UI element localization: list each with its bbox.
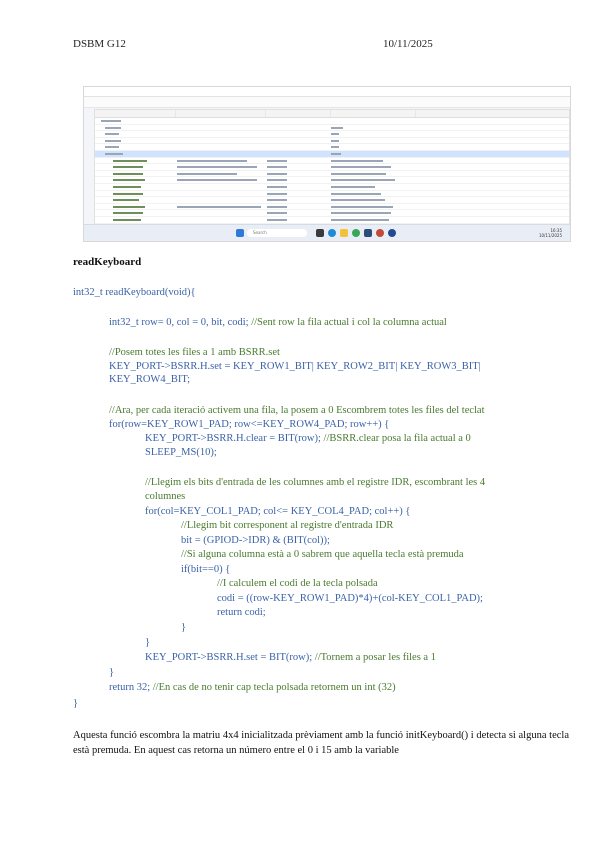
screenshot-toolbar: [84, 97, 571, 108]
screenshot-title-bar: [84, 87, 570, 97]
code-text: int32_t row= 0, col = 0, bit, codi;: [109, 317, 252, 328]
code-line: return codi;: [217, 607, 266, 618]
code-comment: //Llegim els bits d'entrada de les columnes amb el registre IDR, escombrant les 4: [145, 477, 486, 488]
edge-browser-icon: [328, 229, 336, 237]
code-line: }: [181, 622, 187, 633]
code-comment: //I calculem el codi de la tecla polsada: [217, 578, 378, 589]
code-line: int32_t readKeyboard(void){: [73, 287, 196, 298]
embedded-screenshot: [83, 86, 571, 242]
task-view-icon: [316, 229, 324, 237]
body-paragraph: Aquesta funció escombra la matriu 4x4 inicialitzada prèviament amb la funció initKeyboard() i detecta si alguna tecla està premuda. En aquest cas retorna un número entre el 0 i 15 amb la variable: [73, 730, 569, 756]
chrome-icon: [352, 229, 360, 237]
header-left-text: DSBM G12: [73, 38, 126, 50]
code-comment: //Ara, per cada iteració activem una fila, la posem a 0 Escombrem totes les files del teclat: [109, 405, 485, 416]
code-comment: //En cas de no tenir cap tecla polsada retornem un int (32): [152, 682, 396, 693]
app-icon: [376, 229, 384, 237]
app-icon: [364, 229, 372, 237]
section-title: readKeyboard: [73, 256, 142, 268]
clock-date: 10/11/2025: [538, 233, 562, 238]
code-line: }: [109, 667, 115, 678]
code-text: KEY_PORT->BSRR.H.set = BIT(row);: [145, 652, 315, 663]
file-explorer-icon: [340, 229, 348, 237]
code-line: [145, 651, 436, 664]
code-line: [109, 316, 447, 329]
code-comment: //Si alguna columna està a 0 sabrem que aquella tecla està premuda: [181, 549, 464, 560]
code-comment: //Posem totes les files a 1 amb BSRR.set: [109, 347, 280, 358]
code-comment: //Tornem a posar les files a 1: [314, 652, 436, 663]
code-line: }: [73, 698, 79, 709]
windows-start-icon: [236, 229, 244, 237]
code-text: KEY_PORT->BSRR.H.clear = BIT(row);: [145, 433, 324, 444]
screenshot-register-table: [94, 109, 570, 229]
header-date: 10/11/2025: [383, 38, 433, 50]
code-line: if(bit==0) {: [181, 564, 231, 575]
code-comment: //BSRR.clear posa la fila actual a 0: [323, 433, 471, 444]
code-line: SLEEP_MS(10);: [145, 447, 217, 458]
code-text: return 32;: [109, 682, 153, 693]
code-line: for(col=KEY_COL1_PAD; col<= KEY_COL4_PAD; col++) {: [145, 506, 411, 517]
app-icon: [388, 229, 396, 237]
screenshot-taskbar: [84, 224, 570, 241]
taskbar-clock: [539, 228, 562, 238]
code-line: KEY_PORT->BSRR.H.set = KEY_ROW1_BIT| KEY_ROW2_BIT| KEY_ROW3_BIT|: [109, 361, 481, 372]
taskbar-search-box: Search: [247, 229, 307, 237]
code-line: [145, 432, 471, 445]
code-comment: //Sent row la fila actual i col la columna actual: [251, 317, 447, 328]
code-line: bit = (GPIOD->IDR) & (BIT(col));: [181, 535, 330, 546]
code-comment: //Llegim bit corresponent al registre d'entrada IDR: [181, 520, 394, 531]
clock-time: 16:35: [550, 228, 562, 233]
code-line: codi = ((row-KEY_ROW1_PAD)*4)+(col-KEY_COL1_PAD);: [217, 593, 483, 604]
code-line: }: [145, 637, 151, 648]
code-line: KEY_ROW4_BIT;: [109, 374, 191, 385]
code-comment: columnes: [145, 491, 186, 502]
code-line: for(row=KEY_ROW1_PAD; row<=KEY_ROW4_PAD; row++) {: [109, 419, 390, 430]
code-line: [109, 681, 396, 694]
